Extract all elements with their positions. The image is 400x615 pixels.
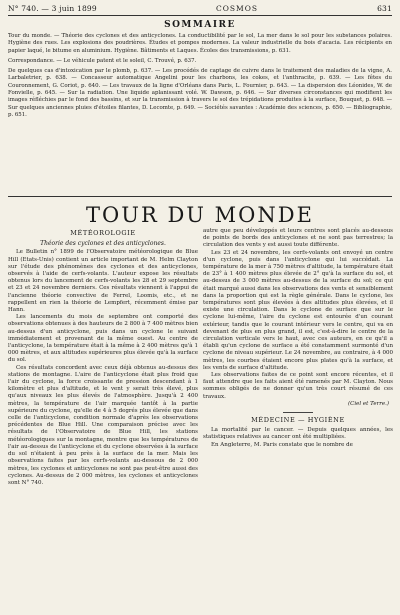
- article-paragraph: En Angleterre, M. Paris constate que le nombre de: [211, 441, 353, 448]
- right-column: [203, 228, 393, 449]
- article-paragraph: Ces résultats concordent avec ceux déjà obtenus au-dessus des stations de montagne. L'aire de l'anticyclone était plus froid que l'air du cyclone, la force croissante de pression descendant à 1 kilomètre et plus d'altitude, et le vent y serait très élevé, plus qu'aux niveaux les plus élevés de l'atmosphère. Jusqu'à 2 400 mètres, la température de l'air marquée tantôt à la partie supérieure du cyclone, qu'elle de 4 à 5 degrés plus élevée que dans celle de l'anticyclone, condition normale d'après les observations précédentes de Blue Hill. Une comparaison précise avec les résultats de l'Observatoire de Blue Hill, les stations météorologiques sur la montagne, montre que les températures de l'air au-dessus de l'anticyclone et du cyclone observées à la surface du sol n'étaient à peu près à la surface de la mer. Mais les observations faites par les cerfs-volants au-dessous de 2 000 mètres, les cyclones et anticyclones ne sont pas peut-être aussi des cyclones. Au-dessus de 2 000 mètres, les cyclones et anticyclones sont N° 740.: [8, 364, 198, 486]
- header-journal-name: COSMOS: [215, 3, 258, 13]
- main-title: TOUR DU MONDE: [86, 203, 314, 227]
- source-reference: (Ciel et Terre.): [348, 400, 389, 407]
- article-paragraph: Les 23 et 24 novembre, les cerfs-volants ont envoyé un centre d'un cyclone, puis dans l'anticyclone qui lui succédait. La température de la mer à 750 mètres d'altitude, la température était de 23° à 1 400 mètres plus élevée de 2° qu'à la surface du sol, et au-dessus de 3 000 mètres au-dessus de la surface du sol; ce qui était marqué aussi dans les observations des vents et sensiblement dans la proportion qui est la règle générale. Dans le cyclone, les températures sont plus élevées à des altitudes plus élevées, et il existe une circulation. Dans le cyclone de surface que sur le cyclone lui-même, l'aire du cyclone est entourée d'un courant extérieur, tandis que le courant intérieur vers le centre, qui va en devenant de plus en plus grand, il est, c'est-à-dire le centre de la circulation verticale vers le haut, avec ces auteurs, en ce qu'il a établi qu'un cyclone de surface a été constamment surmonté d'un cyclone de niveau supérieur. Le 24 novembre, au contraire, à 4 000 mètres, les courbes étaient encore plus plates qu'à la surface, et les vents de surface d'altitude.: [203, 249, 393, 371]
- article-paragraph: Les lancements du mois de septembre ont comporté des observations obtenues à des hauteurs de 2 800 à 7 400 mètres bien au-dessus d'un anticyclone, puis dans un cyclone le suivant immédiatement et provenant de la même ouest. Au centre de l'anticyclone, la température était à la même à 2 400 mètres qu'à 1 000 mètres, et aux altitudes supérieures plus élevée qu'à la surface du sol.: [8, 314, 198, 364]
- sommaire-paragraph: Correspondance. — Le véhicule patent et le soleil, C. Trouvé, p. 637.: [8, 57, 197, 64]
- header-issue: N° 740. — 3 juin 1899: [8, 3, 97, 13]
- section-divider: [283, 412, 313, 413]
- article-paragraph: La mortalité par le cancer. — Depuis quelques années, les statistiques relatives au cancer ont été multipliées.: [203, 427, 393, 441]
- article-paragraph: autre que peu développés et leurs centres sont placés au-dessous de points de bords des anticyclones et ne sont pas terrestres; la circulation des vents y est aussi toute différente.: [203, 228, 393, 249]
- header-page-number: 631: [377, 3, 392, 13]
- sommaire-paragraph: De quelques cas d'intoxication par le plomb, p. 637. — Les procédés de captage de cuivre dans le traitement des maladies de la vigne, A. Larbaletrier, p. 638. — Concasseur automatique Angelini pour les charbons, les cokes, et l'anthracite, p. 639. — Les fêtes du Couronnement, G. Coriot, p. 640. — Les travaux de la ligne d'Orléans dans Paris, L. Fournier, p. 643. — La dispersion des Léonides, W. de Fonvielle, p. 645. — Sur la radiation. Une liquide aplanissant volé. W. Dawson, p. 646. — Sur diverses circonstances qui modifient les images réfléchies par le fond des bassins, et sur la transmission à travers le sol des trépidations produites à la surface, Bouquet, p. 648. — Sur quelques anciennes pluies d'étoiles filantes, D. Lecomte, p. 649. — Sociétés savantes : Académie des sciences, p. 650. — Bibliographie, p. 651.: [8, 68, 392, 118]
- sommaire-bottom-rule: [8, 196, 392, 197]
- article-subtitle: Théorie des cyclones et des anticyclones.: [40, 240, 166, 248]
- sommaire-title: SOMMAIRE: [164, 20, 236, 30]
- section-heading: MÉTÉOROLOGIE: [70, 229, 136, 237]
- running-header: [8, 3, 392, 13]
- article-paragraph: Le Bulletin n° 1899 de l'Observatoire météorologique de Blue Hill (Etats-Unis) contient un article important de M. Helm Clayton sur l'étude des phénomènes des cyclones et des anticyclones, observés à l'aide de cerfs-volants. L'auteur expose les résultats obtenus lors du lancement de cerfs-volants les 28 et 29 septembre et 23 et 24 novembre derniers. Ces résultats viennent à l'appui de l'ancienne théorie convective de Ferrel, Loomis, etc., et ne rappellent en rien la théorie de Lempfert, récemment émise par Hann.: [8, 249, 198, 314]
- sommaire-paragraph: Tour du monde. — Théorie des cyclones et des anticyclones. La conductibilité par le sol, La mer dans le sol pour les substances polaires. Hygiène des rues. Les explosions des poudrières. Études et pompes modernes. La valeur industrielle du bois d'acacia. Les récipients en papier laqué, le bitume en aluminium. Hygiène. Bâtiments et Laques. Écoles des transmissions, p. 631.: [8, 33, 392, 54]
- left-column: [8, 228, 198, 487]
- header-rule: [8, 15, 392, 16]
- sommaire-body: [8, 33, 392, 119]
- article-paragraph: Les observations faites de ce point sont encore récentes, et il faut attendre que les faits aient été ramenés par M. Clayton. Nous sommes obligés de ne donner qu'un très court résumé de ces travaux.: [203, 372, 393, 400]
- section-heading: MÉDECINE — HYGIÈNE: [251, 416, 345, 425]
